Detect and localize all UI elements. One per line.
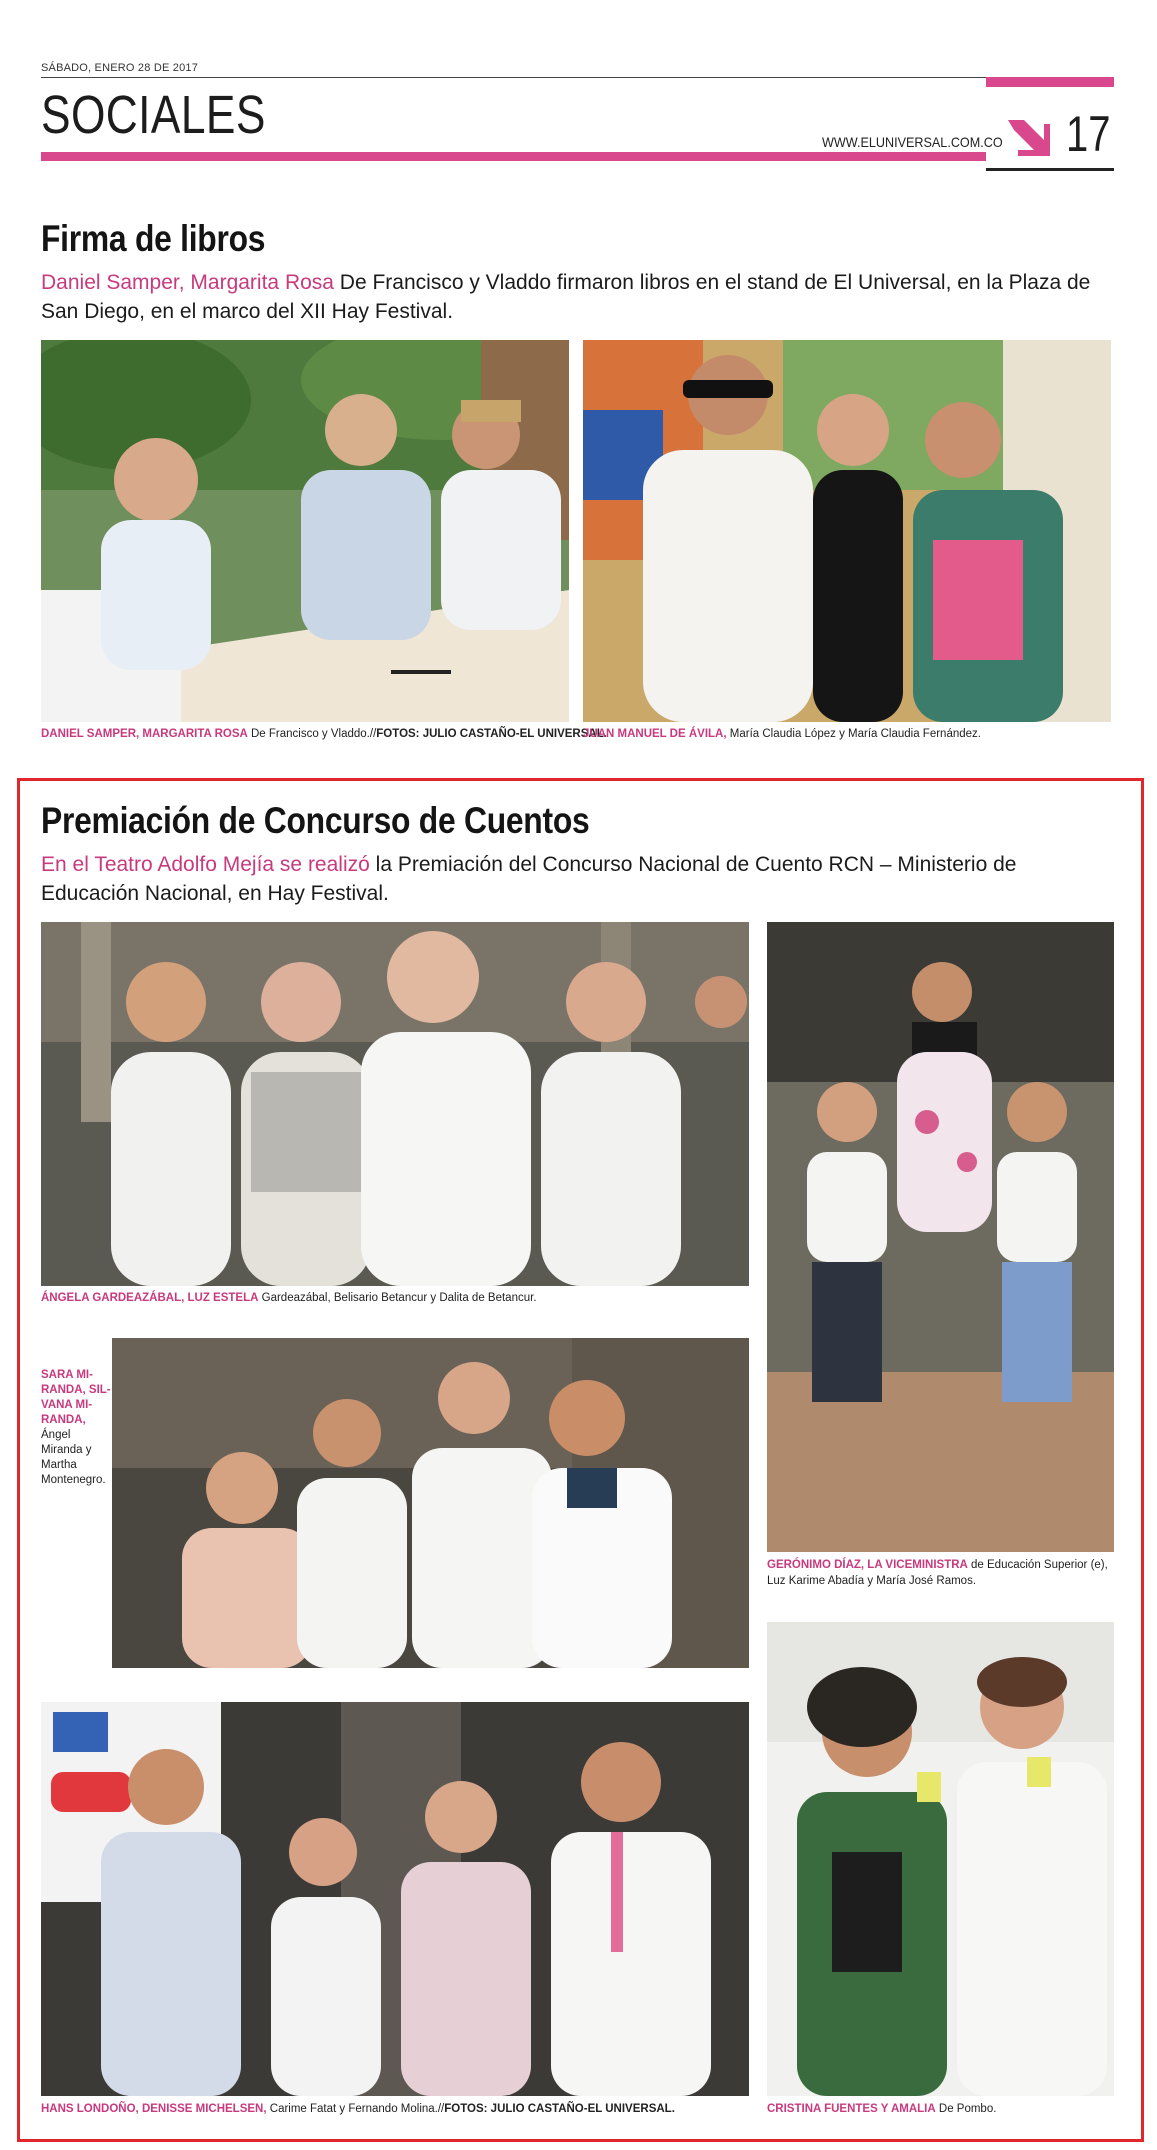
story1-lead-text: De Francisco y Vladdo firmaron libros en el stand de El Universal, en la Plaza de San Diego, en el marco del XII Hay Festival. <box>41 271 1091 323</box>
photo-award-group-3 <box>41 1702 749 2096</box>
photo-award-group-4 <box>767 1622 1114 2096</box>
arrow-icon <box>1002 110 1054 162</box>
site-url: WWW.ELUNIVERSAL.COM.CO <box>822 134 1003 150</box>
section-pink-bar <box>41 152 986 161</box>
caption-photo-1 <box>41 728 607 740</box>
photo-award-children <box>767 922 1114 1552</box>
story2-lead-highlight: En el Teatro Adolfo Mejía se realizó <box>41 853 370 876</box>
story1-lead-highlight: Daniel Samper, Margarita Rosa <box>41 271 334 294</box>
issue-date: SÁBADO, ENERO 28 DE 2017 <box>41 62 199 74</box>
caption-a-names: ÁNGELA GARDEAZÁBAL, LUZ ESTELA <box>41 1292 259 1304</box>
caption-e-text: De Pombo. <box>935 2103 997 2115</box>
story1-title: Firma de libros <box>41 218 266 259</box>
caption-a-text: Gardeazábal, Belisario Betancur y Dalita de Betancur. <box>258 1292 537 1304</box>
photo-book-signing-1 <box>41 340 569 722</box>
caption-2-text: María Claudia López y María Claudia Fernández. <box>726 728 981 740</box>
caption-1-credit: FOTOS: JULIO CASTAÑO-EL UNIVERSAL. <box>376 728 607 740</box>
header-rule <box>41 77 986 78</box>
caption-photo-d <box>41 2103 675 2115</box>
story2-title: Premiación de Concurso de Cuentos <box>41 800 590 841</box>
photo-book-signing-2 <box>583 340 1111 722</box>
caption-d-names: HANS LONDOÑO, DENISSE MICHELSEN, <box>41 2103 267 2115</box>
caption-photo-b <box>767 1557 1114 1589</box>
caption-b-text: de Educación Superior (e), Luz Karime Abadía y María José Ramos. <box>767 1559 1108 1587</box>
caption-c-names: SARA MI-RANDA, SIL-VANA MI-RANDA, <box>41 1369 111 1426</box>
section-title: SOCIALES <box>41 85 266 145</box>
page-number-rule <box>986 168 1114 171</box>
caption-photo-e <box>767 2103 996 2115</box>
caption-photo-a <box>41 1292 537 1304</box>
page-number: 17 <box>1066 106 1111 162</box>
photo-award-group-2 <box>112 1338 749 1668</box>
story2-lead-text: la Premiación del Concurso Nacional de Cuento RCN – Ministerio de Educación Nacional, en Hay Festival. <box>41 853 1017 905</box>
caption-e-names: CRISTINA FUENTES Y AMALIA <box>767 2103 936 2115</box>
caption-1-names: DANIEL SAMPER, MARGARITA ROSA <box>41 728 248 740</box>
story2-lead <box>41 850 1101 908</box>
caption-photo-c <box>41 1368 113 1488</box>
caption-d-text: Carime Fatat y Fernando Molina.// <box>266 2103 445 2115</box>
page-number-accent <box>986 77 1114 87</box>
caption-2-names: JUAN MANUEL DE ÁVILA, <box>583 728 727 740</box>
caption-c-text: Ángel Miranda y Martha Montenegro. <box>41 1429 106 1486</box>
story1-lead <box>41 268 1111 326</box>
photo-award-group-1 <box>41 922 749 1286</box>
caption-photo-2 <box>583 728 981 740</box>
caption-b-names: GERÓNIMO DÍAZ, LA VICEMINISTRA <box>767 1559 968 1571</box>
caption-1-text: De Francisco y Vladdo.// <box>247 728 377 740</box>
caption-d-credit: FOTOS: JULIO CASTAÑO-EL UNIVERSAL. <box>444 2103 675 2115</box>
